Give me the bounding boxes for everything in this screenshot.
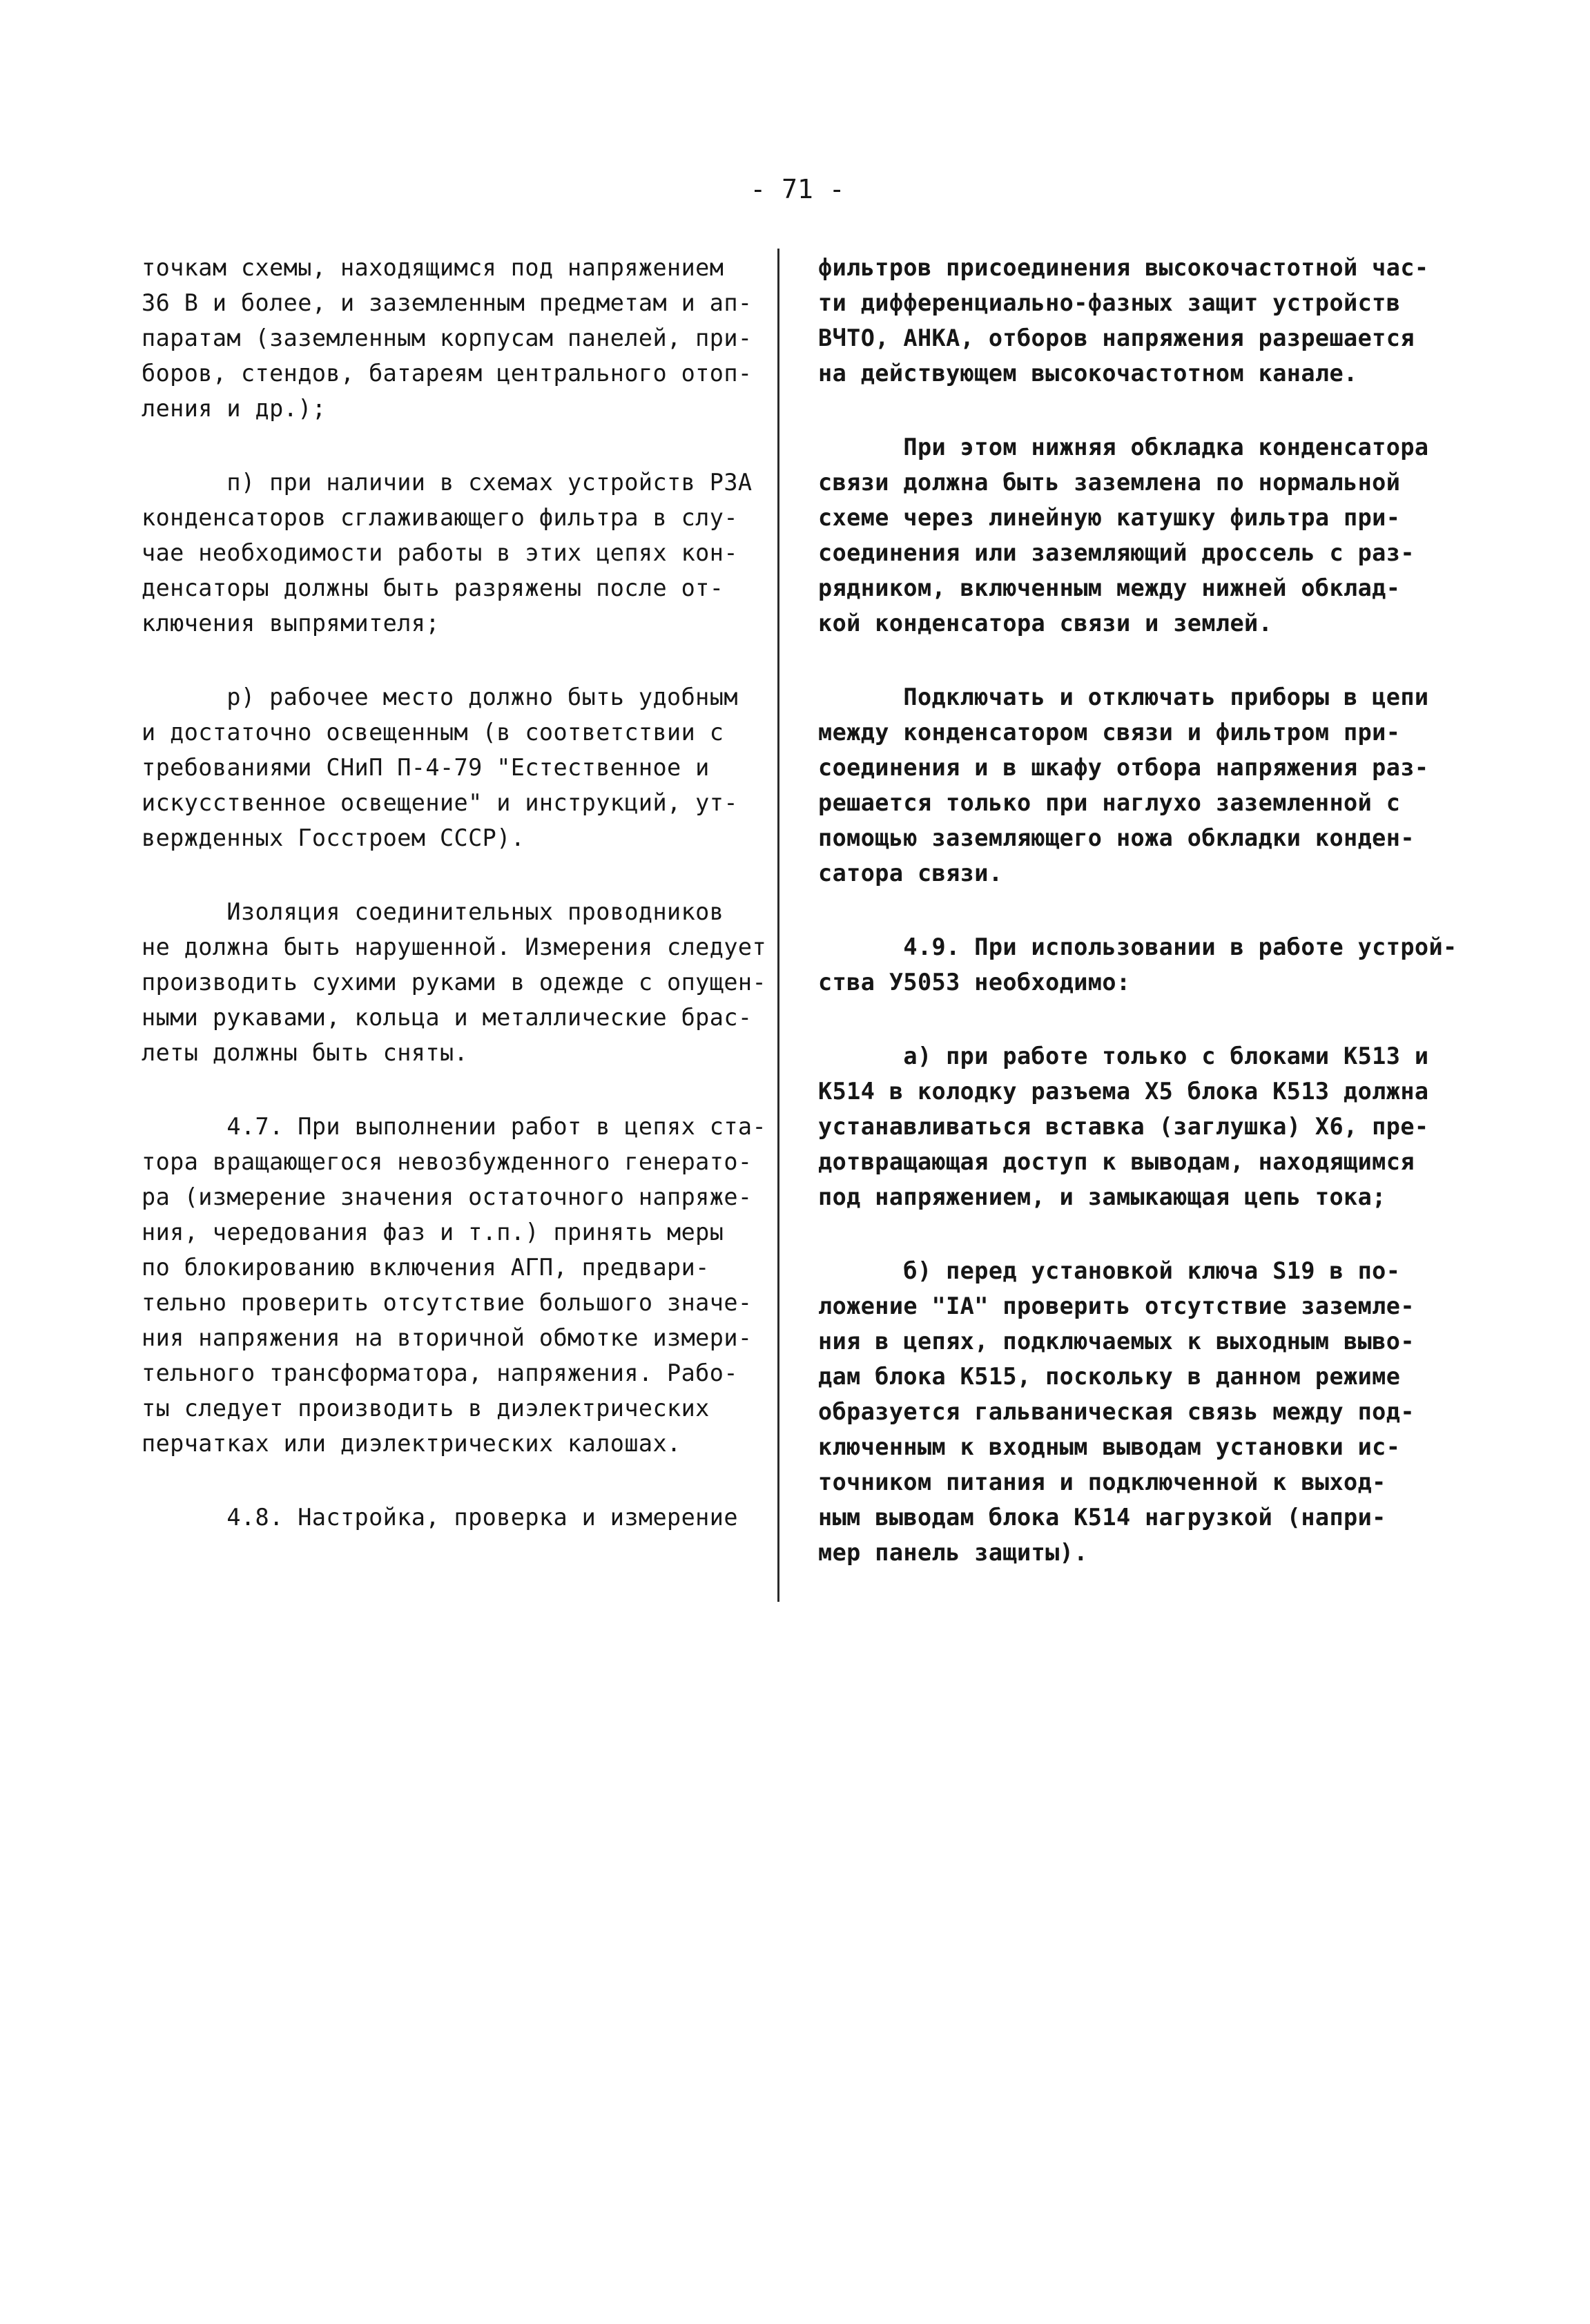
paragraph-4-8: 4.8. Настройка, проверка и измерение — [142, 1504, 738, 1531]
paragraph-connect-devices: Подключать и отключать приборы в цепи между конденсатором связи и фильтром при- соединения и в шкафу отбора напряжения раз- решается только при наглухо заземленной с помощью заземляющего ножа обкладки конден- сатора связи. — [818, 684, 1429, 887]
paragraph-lower-plate: При этом нижняя обкладка конденсатора связи должна быть заземлена по нормальной схеме через линейную катушку фильтра при- соединения или заземляющий дроссель с раз- рядником, включенным между нижней обклад- кой конденсатора связи и землей. — [818, 434, 1429, 637]
paragraph-4-9: 4.9. При использовании в работе устрой- ства У5053 необходимо: — [818, 933, 1457, 996]
paragraph-grounding: точкам схемы, находящимся под напряжением 36 В и более, и заземленным предметам и ап- паратам (заземленным корпусам панелей, при- боров, стендов, батареям центрального отоп- ления и др.); — [142, 254, 753, 422]
paragraph-item-a: а) при работе только с блоками К513 и К514 в колодку разъема Х5 блока К513 должна устанавливаться вставка (заглушка) Х6, пре- дотвращающая доступ к выводам, находящимся под напряжением, и замыкающая цепь тока; — [818, 1043, 1429, 1210]
paragraph-insulation: Изоляция соединительных проводников не должна быть нарушенной. Измерения следует производить сухими руками в одежде с опущен- ными рукавами, кольца и металлические брас- леты должны быть сняты. — [142, 898, 767, 1066]
column-divider — [777, 249, 779, 1602]
page-number: - 71 - — [750, 174, 845, 204]
paragraph-item-p: п) при наличии в схемах устройств РЗА конденсаторов сглаживающего фильтра в слу- чае необходимости работы в этих цепях кон- денсаторы должны быть разряжены после от- ключения выпрямителя; — [142, 469, 753, 637]
paragraph-item-r: р) рабочее место должно быть удобным и достаточно освещенным (в соответствии с требованиями СНиП П-4-79 "Естественное и искусственное освещение" и инструкций, ут- вержденных Госстроем СССР). — [142, 684, 738, 851]
left-column — [142, 250, 767, 1535]
right-column — [818, 250, 1457, 1570]
paragraph-filters: фильтров присоединения высокочастотной час- ти дифференциально-фазных защит устройств ВЧТО, АНКА, отборов напряжения разрешается на действующем высокочастотном канале. — [818, 254, 1429, 387]
paragraph-item-b: б) перед установкой ключа S19 в по- ложение "IA" проверить отсутствие заземле- ния в цепях, подключаемых к выходным выво- дам блока К515, поскольку в данном режиме образуется гальваническая связь между под- ключенным к входным выводам установки ис- точником питания и подключенной к выход- ным выводам блока К514 нагрузкой (напри- мер панель защиты). — [818, 1257, 1415, 1566]
paragraph-4-7: 4.7. При выполнении работ в цепях ста- тора вращающегося невозбужденного генерато- ра (измерение значения остаточного напряже- ния, чередования фаз и т.п.) принять меры по блокированию включения АГП, предвари- тельно проверить отсутствие большого значе- ния напряжения на вторичной обмотке измери- тельного трансформатора, напряжения. Рабо- ты следует производить в диэлектрических перчатках или диэлектрических калошах. — [142, 1113, 767, 1457]
